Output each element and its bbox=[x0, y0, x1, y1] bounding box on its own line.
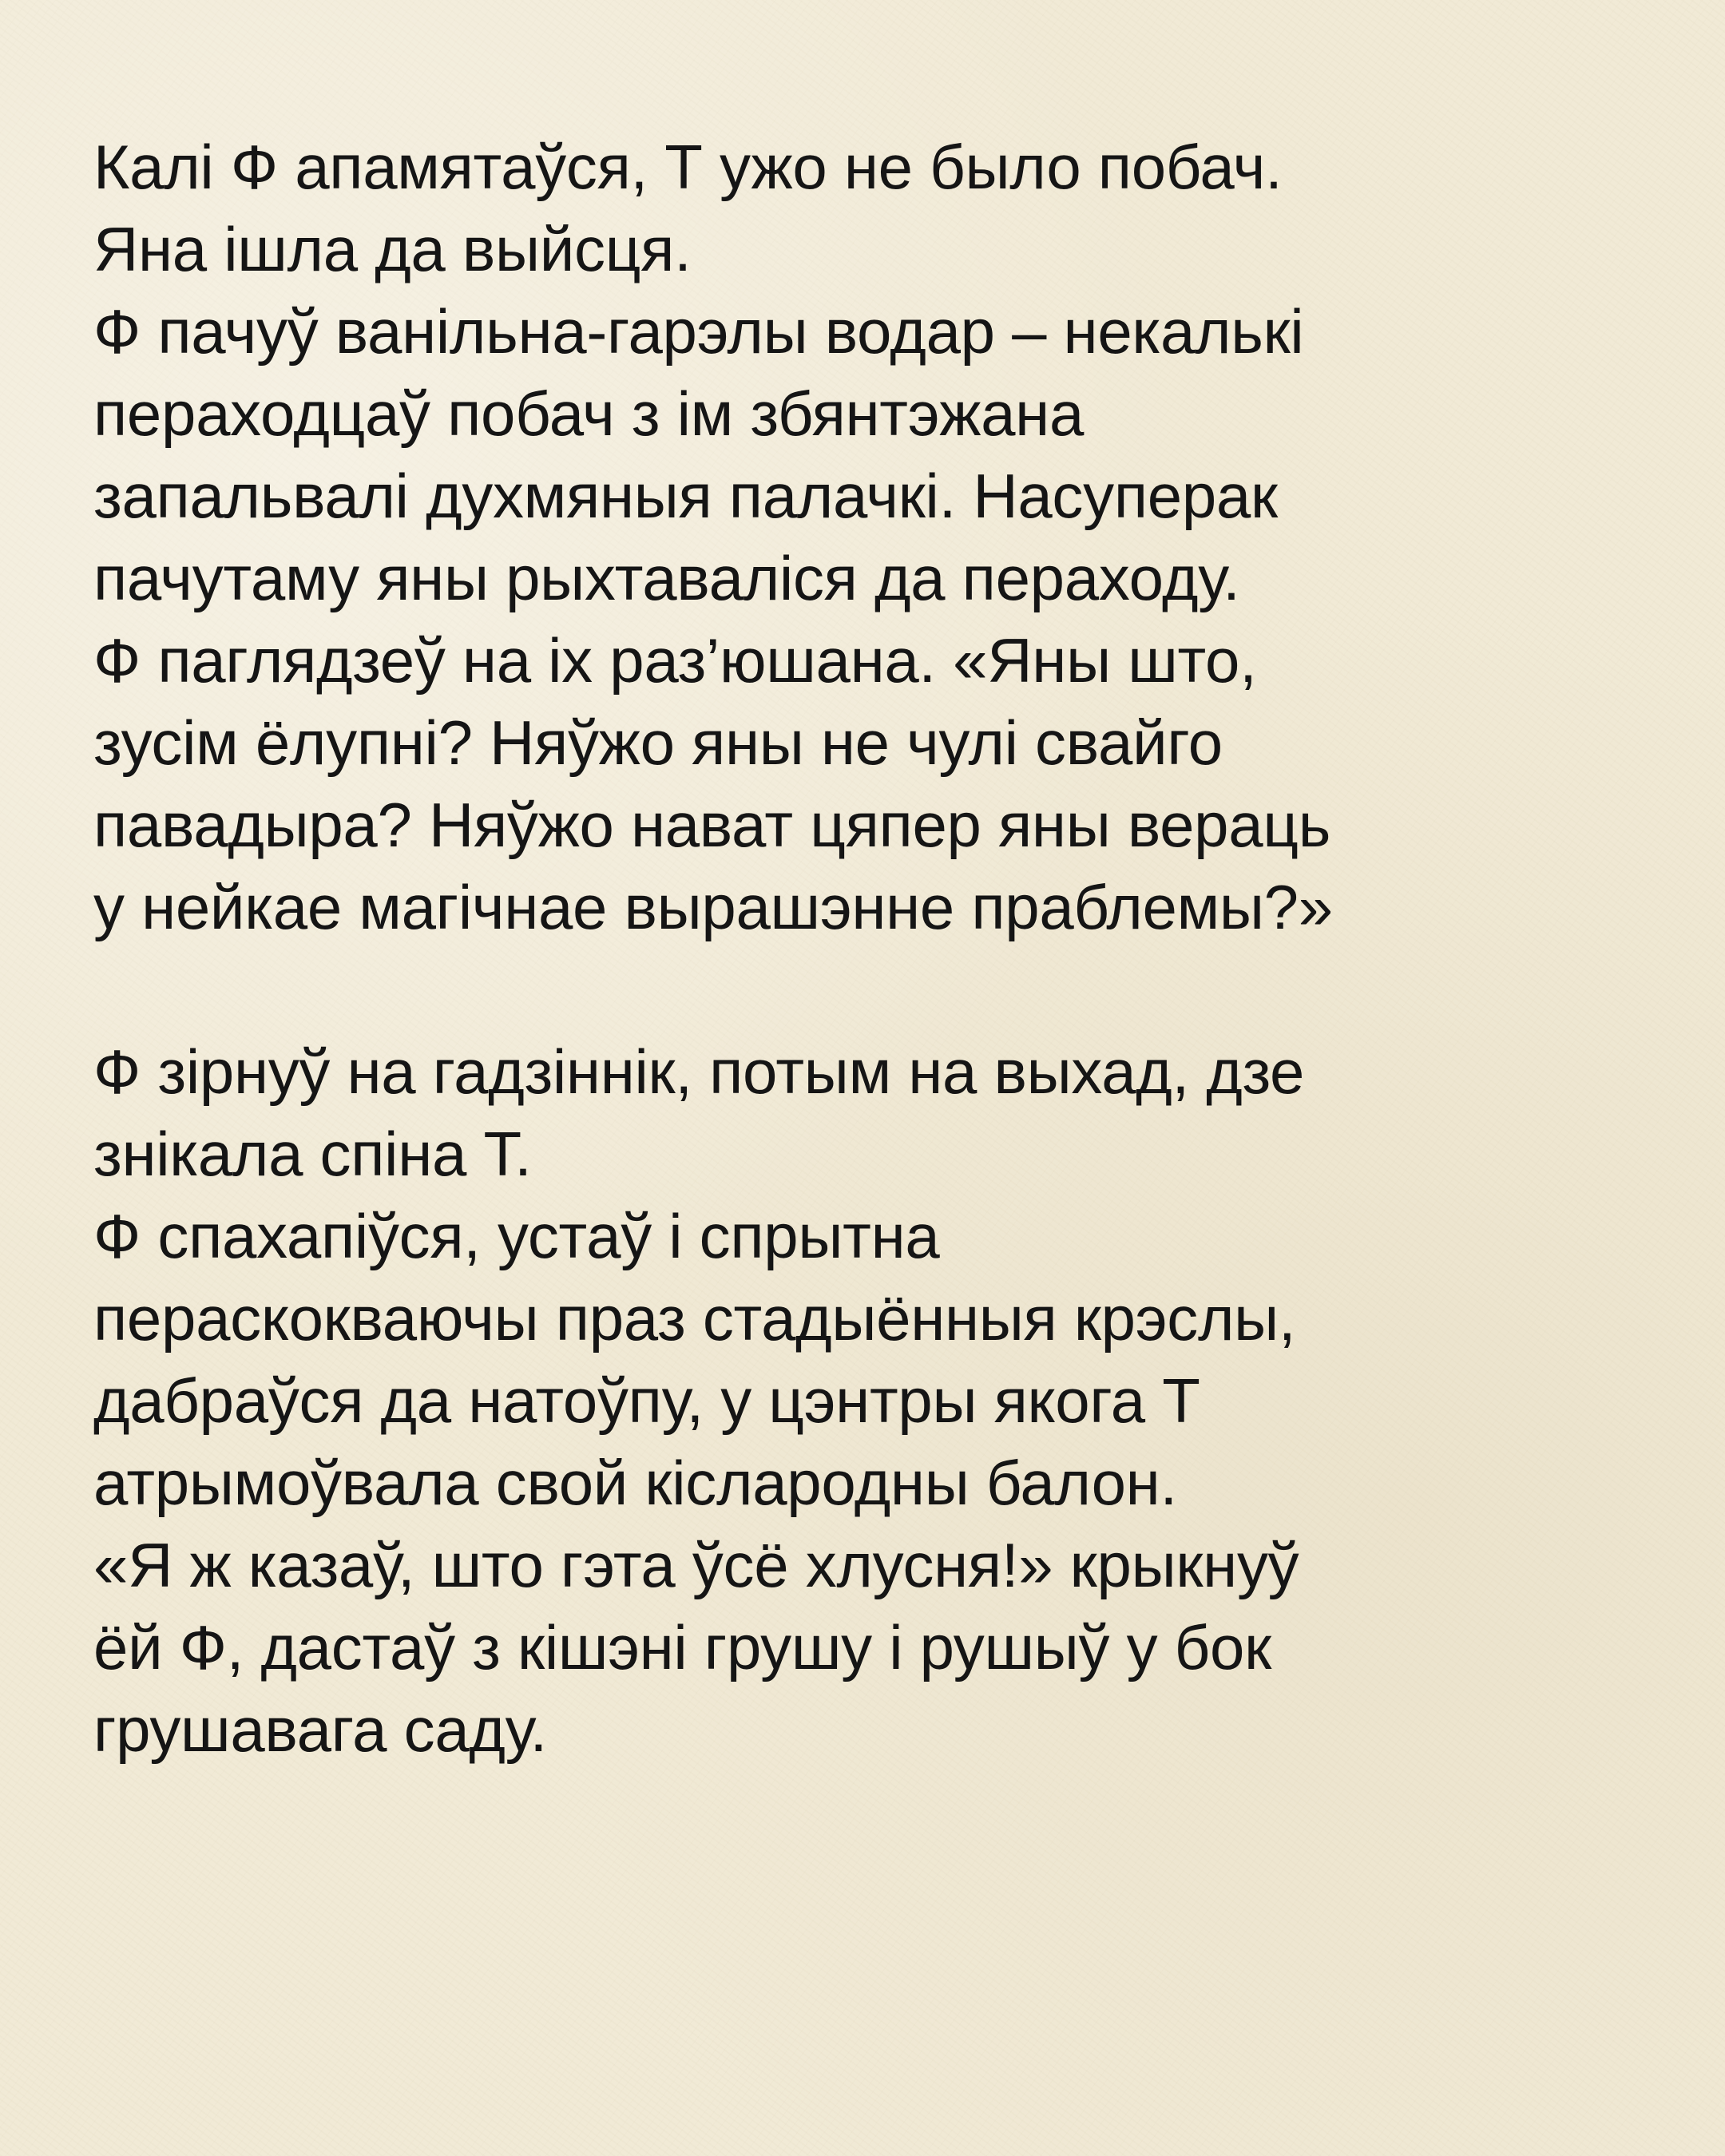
text-line: запальвалі духмяныя палачкі. Насуперак bbox=[93, 461, 1278, 531]
paragraph-gap bbox=[93, 949, 1659, 1031]
text-line: зусім ёлупні? Няўжо яны не чулі свайго bbox=[93, 707, 1223, 778]
text-line: Ф спахапіўся, устаў і спрытна bbox=[93, 1201, 940, 1271]
text-line: ёй Ф, дастаў з кішэні грушу і рушыў у бок bbox=[93, 1612, 1271, 1682]
text-line: павадыра? Няўжо нават цяпер яны вераць bbox=[93, 790, 1331, 860]
text-line: грушавага саду. bbox=[93, 1694, 547, 1765]
text-line: пераскокваючы праз стадыённыя крэслы, bbox=[93, 1283, 1296, 1353]
story-text bbox=[93, 126, 1659, 1771]
text-line: Ф паглядзеў на іх раз’юшана. «Яны што, bbox=[93, 625, 1257, 696]
text-line: дабраўся да натоўпу, у цэнтры якога Т bbox=[93, 1365, 1200, 1436]
paragraph-2 bbox=[93, 1031, 1659, 1771]
text-line: атрымоўвала свой кіслародны балон. bbox=[93, 1448, 1177, 1518]
text-line: Ф пачуў ванільна-гарэлы водар – некалькі bbox=[93, 296, 1304, 367]
text-line: у нейкае магічнае вырашэнне праблемы?» bbox=[93, 872, 1333, 942]
paragraph-1 bbox=[93, 126, 1659, 949]
text-line: знікала спіна Т. bbox=[93, 1119, 532, 1189]
text-line: пачутаму яны рыхтаваліся да пераходу. bbox=[93, 543, 1240, 613]
text-line: «Я ж казаў, што гэта ўсё хлусня!» крыкнуў bbox=[93, 1530, 1299, 1600]
text-line: Ф зірнуў на гадзіннік, потым на выхад, дзе bbox=[93, 1036, 1305, 1107]
text-line: Калі Ф апамятаўся, Т ужо не было побач. bbox=[93, 132, 1283, 202]
text-line: пераходцаў побач з ім збянтэжана bbox=[93, 378, 1085, 449]
text-line: Яна ішла да выйсця. bbox=[93, 214, 692, 284]
